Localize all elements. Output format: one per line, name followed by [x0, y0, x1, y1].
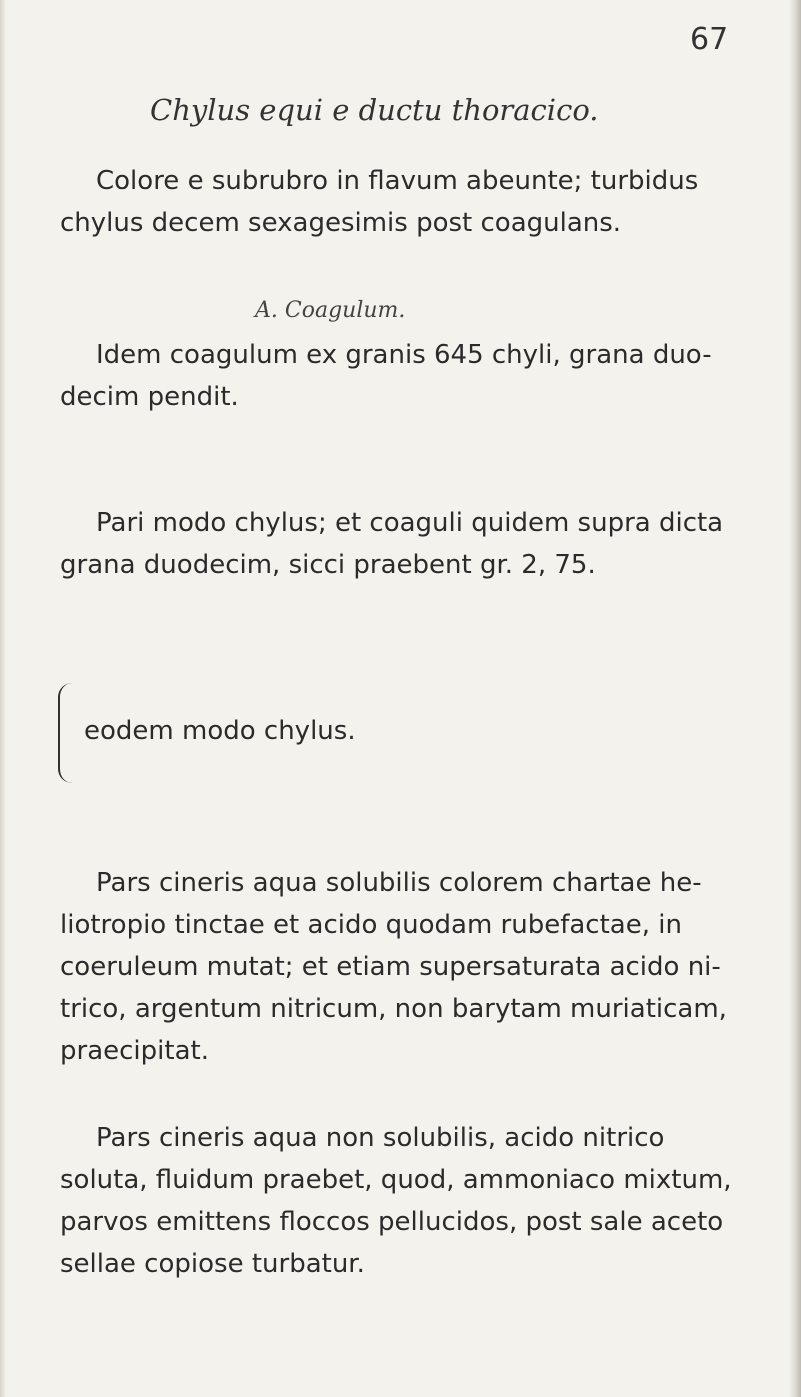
section-heading: Chylus equi e ductu thoracico.: [150, 93, 599, 127]
page-edge-left: [0, 0, 6, 1397]
page-edge-right: [789, 0, 801, 1397]
margin-bracket: [58, 683, 78, 783]
paragraph-pars-non-solubilis: Pars cineris aqua non solubilis, acido nitrico soluta, fluidum praebet, quod, ammoniaco mixtum, parvos emittens floccos pellucidos, post sale aceto sellae copiose turbatur.: [60, 1123, 732, 1279]
paragraph-pari: Pari modo chylus; et coaguli quidem supra dicta grana duodecim, sicci praebent gr. 2, 75.: [60, 508, 724, 580]
paragraph-pars-solubilis: Pars cineris aqua solubilis colorem chartae he- liotropio tinctae et acido quodam rubefactae, in coeruleum mutat; et etiam supersaturata acido ni- trico, argentum nitricum, non barytam muriaticam, praecipitat.: [60, 868, 727, 1066]
page-number: 67: [690, 22, 729, 57]
paragraph-idem: Idem coagulum ex granis 645 chyli, grana duo- decim pendit.: [60, 340, 712, 412]
paragraph-colore: Colore e subrubro in flavum abeunte; turbidus chylus decem sexagesimis post coagulans.: [60, 166, 699, 238]
line-eodem: eodem modo chylus.: [84, 716, 356, 746]
subheading-coagulum: A. Coagulum.: [255, 298, 406, 323]
